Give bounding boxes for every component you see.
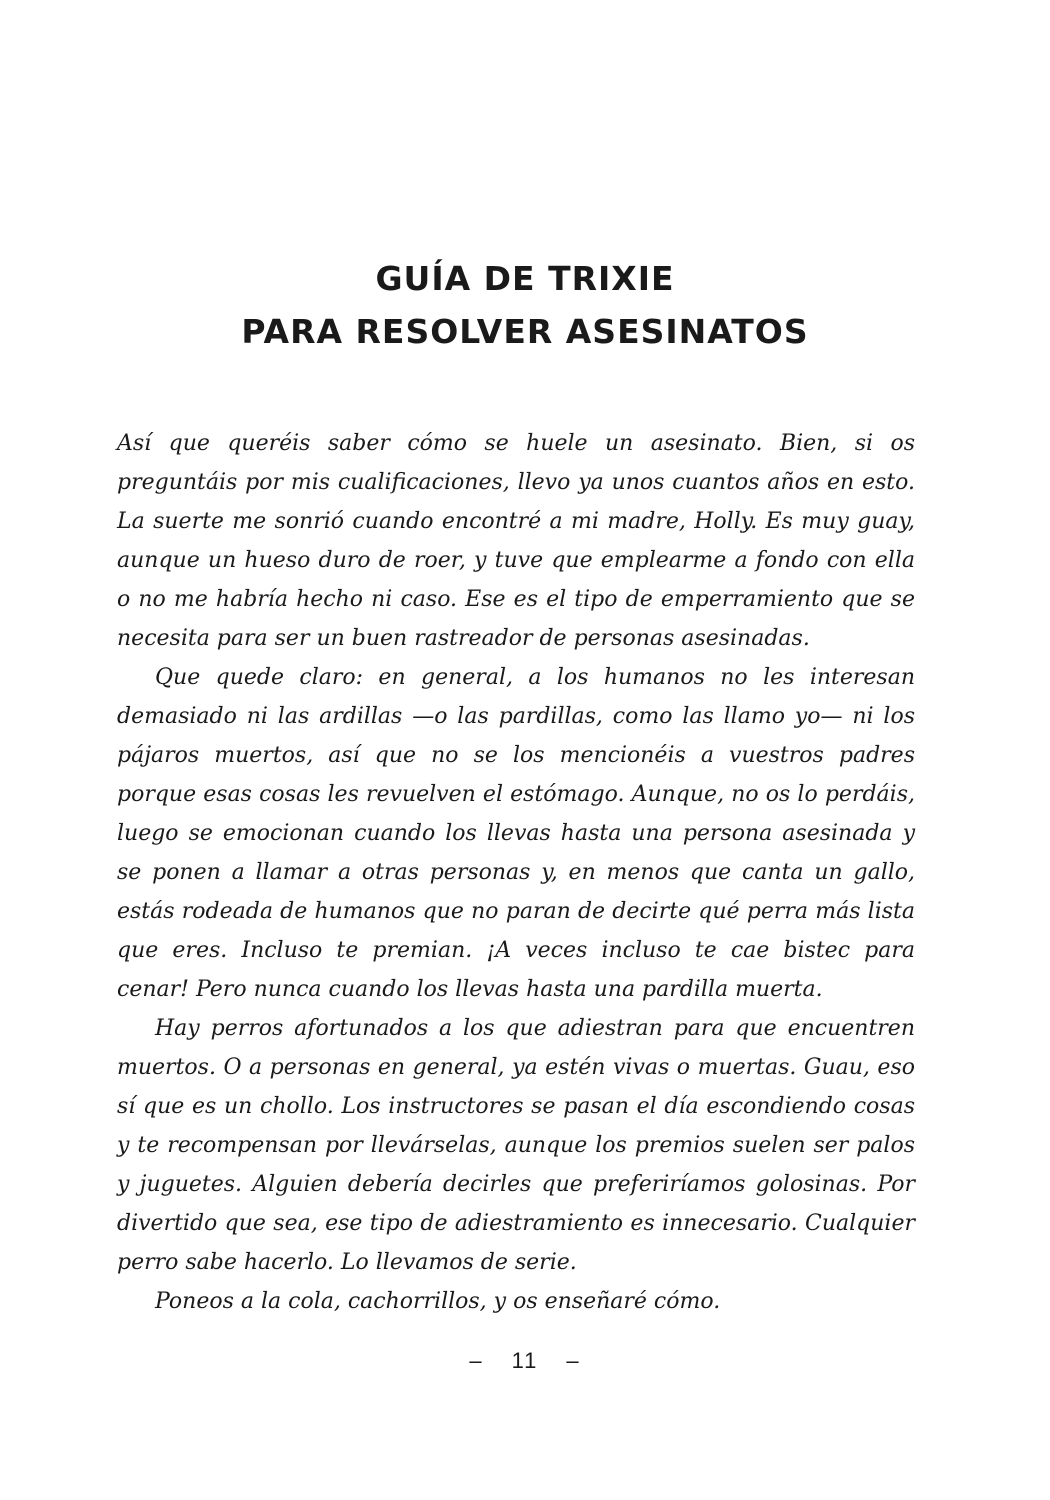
page-number: 11 — [511, 1348, 539, 1373]
folio-dash-left: – — [469, 1348, 484, 1373]
folio-dash-right: – — [566, 1348, 581, 1373]
chapter-title-line-2: PARA RESOLVER ASESINATOS — [241, 312, 809, 351]
paragraph-3: Hay perros afortunados a los que adiestran para que encuentren muertos. O a personas en general, ya estén vivas o muertas. Guau, eso sí que es un chollo. Los instructores se pasan el día escondiendo cosas y te recompensan por llevárselas, aunque los premios suelen ser palos y juguetes. Alguien debería decirles que preferiríamos golosinas. Por divertido que sea, ese tipo de adiestramiento es innecesario. Cualquier perro sabe hacerlo. Lo llevamos de serie. — [117, 1016, 915, 1275]
chapter-title-line-1: GUÍA DE TRIXIE — [375, 259, 675, 298]
paragraph-2: Que quede claro: en general, a los humanos no les interesan demasiado ni las ardillas —o las pardillas, como las llamo yo— ni los pájaros muertos, así que no se los mencionéis a vuestros padres porque esas cosas les revuelven el estómago. Aunque, no os lo perdáis, luego se emocionan cuando los llevas hasta una persona asesinada y se ponen a llamar a otras personas y, en menos que canta un gallo, estás rodeada de humanos que no paran de decirte qué perra más lista que eres. Incluso te premian. ¡A veces incluso te cae bistec para cenar! Pero nunca cuando los llevas hasta una pardilla muerta. — [117, 665, 915, 1002]
body-text — [117, 424, 915, 1321]
page-folio — [0, 1346, 1050, 1376]
paragraph-1: Así que queréis saber cómo se huele un asesinato. Bien, si os preguntáis por mis cualificaciones, llevo ya unos cuantos años en esto. La suerte me sonrió cuando encontré a mi madre, Holly. Es muy guay, aunque un hueso duro de roer, y tuve que emplearme a fondo con ella o no me habría hecho ni caso. Ese es el tipo de emperramiento que se necesita para ser un buen rastreador de personas asesinadas. — [117, 431, 915, 651]
paragraph-4: Poneos a la cola, cachorrillos, y os enseñaré cómo. — [155, 1289, 721, 1314]
chapter-title — [0, 252, 1050, 358]
